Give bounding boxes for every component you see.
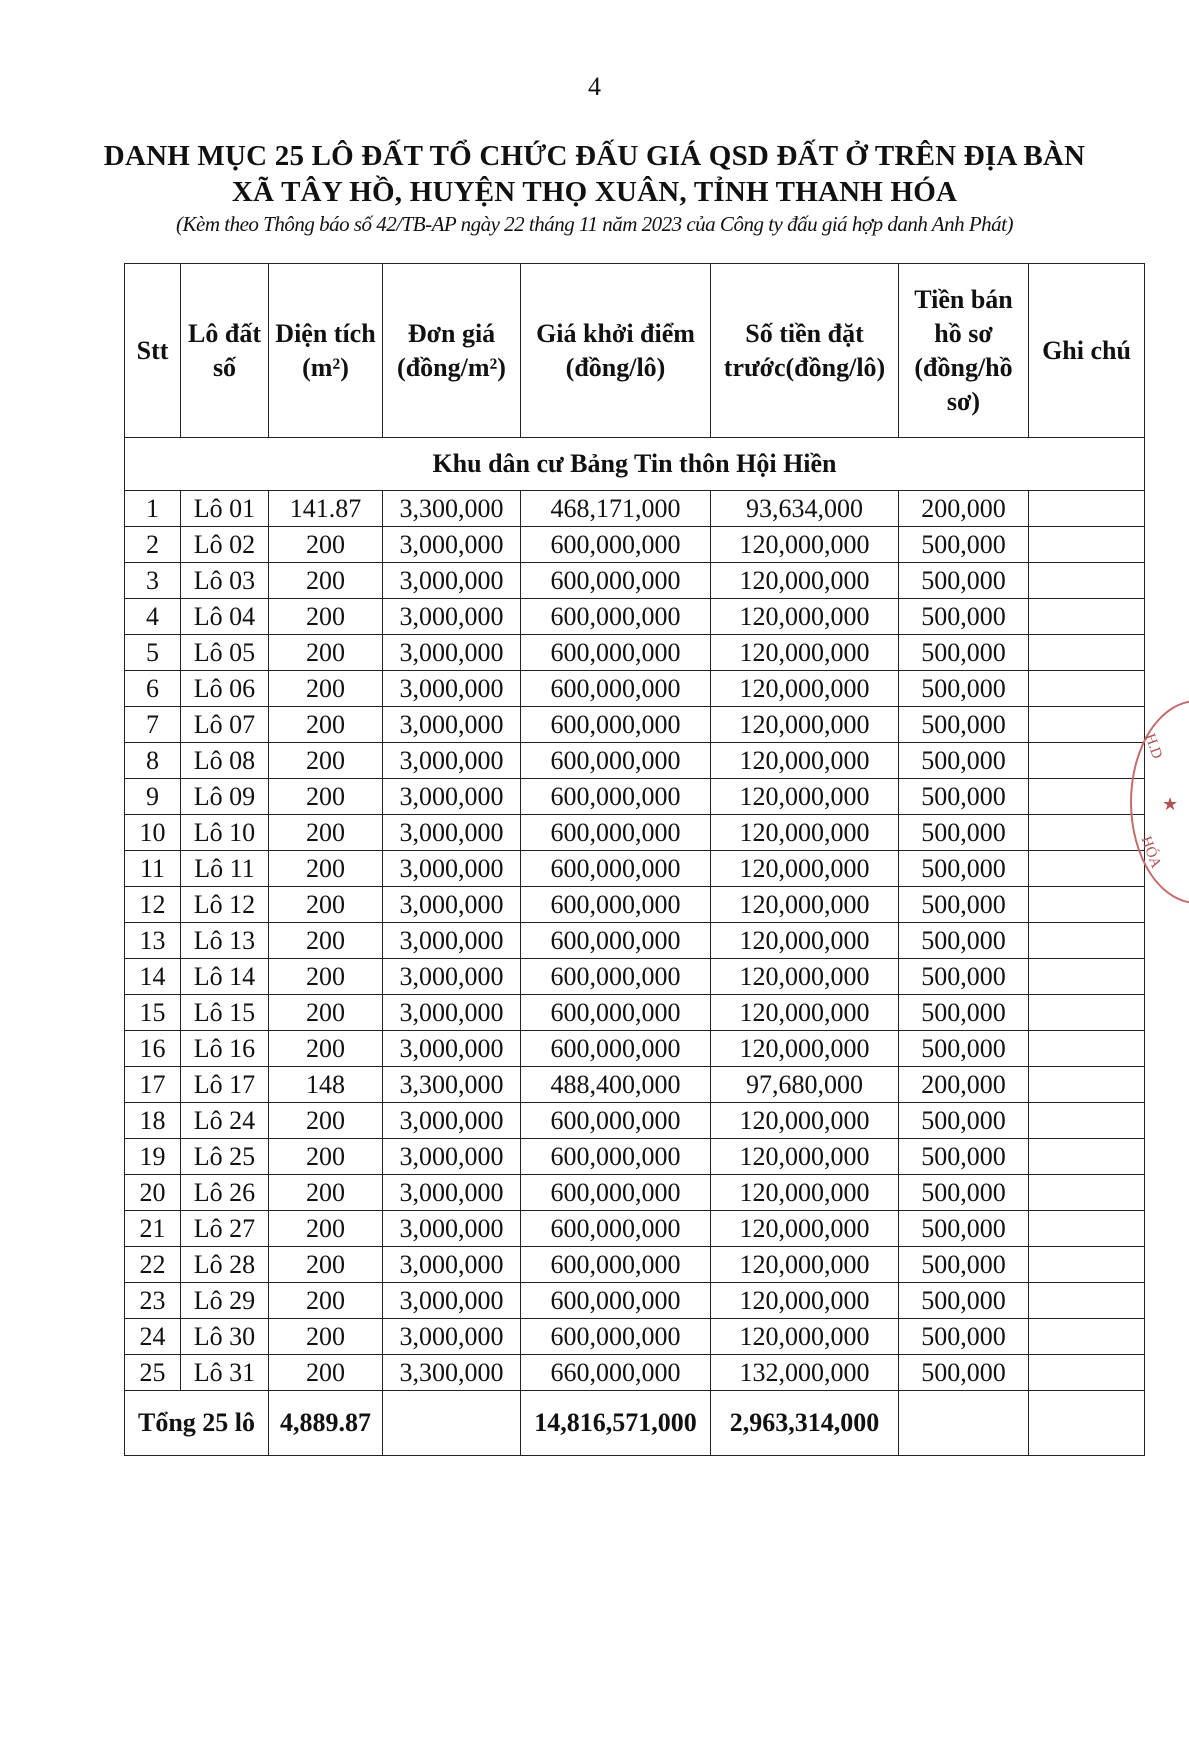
cell-so-tien-dat-truoc: 120,000,000 <box>711 923 899 959</box>
cell-lo-dat-so: Lô 30 <box>181 1319 269 1355</box>
cell-stt: 7 <box>125 707 181 743</box>
cell-lo-dat-so: Lô 12 <box>181 887 269 923</box>
cell-so-tien-dat-truoc: 120,000,000 <box>711 779 899 815</box>
cell-don-gia: 3,000,000 <box>383 563 521 599</box>
cell-stt: 1 <box>125 491 181 527</box>
cell-lo-dat-so: Lô 29 <box>181 1283 269 1319</box>
cell-don-gia: 3,000,000 <box>383 1283 521 1319</box>
cell-dien-tich: 148 <box>269 1067 383 1103</box>
table-row <box>125 527 1145 563</box>
cell-tien-ban-ho-so: 500,000 <box>899 923 1029 959</box>
cell-dien-tich: 200 <box>269 1103 383 1139</box>
cell-dien-tich: 200 <box>269 923 383 959</box>
cell-don-gia: 3,000,000 <box>383 671 521 707</box>
section-row <box>125 438 1145 491</box>
table-row <box>125 1247 1145 1283</box>
cell-ghi-chu <box>1029 1319 1145 1355</box>
cell-gia-khoi-diem: 600,000,000 <box>521 1247 711 1283</box>
cell-don-gia: 3,000,000 <box>383 1103 521 1139</box>
cell-stt: 12 <box>125 887 181 923</box>
cell-ghi-chu <box>1029 1139 1145 1175</box>
cell-stt: 3 <box>125 563 181 599</box>
cell-tien-ban-ho-so: 500,000 <box>899 599 1029 635</box>
total-tien-ban-ho-so <box>899 1391 1029 1456</box>
cell-stt: 6 <box>125 671 181 707</box>
cell-dien-tich: 200 <box>269 1319 383 1355</box>
cell-don-gia: 3,000,000 <box>383 923 521 959</box>
cell-so-tien-dat-truoc: 120,000,000 <box>711 1103 899 1139</box>
cell-don-gia: 3,000,000 <box>383 959 521 995</box>
cell-stt: 20 <box>125 1175 181 1211</box>
cell-dien-tich: 200 <box>269 1175 383 1211</box>
cell-gia-khoi-diem: 600,000,000 <box>521 1283 711 1319</box>
cell-lo-dat-so: Lô 14 <box>181 959 269 995</box>
table-row <box>125 815 1145 851</box>
cell-gia-khoi-diem: 600,000,000 <box>521 563 711 599</box>
table-row <box>125 923 1145 959</box>
cell-so-tien-dat-truoc: 120,000,000 <box>711 1283 899 1319</box>
cell-ghi-chu <box>1029 1175 1145 1211</box>
cell-gia-khoi-diem: 600,000,000 <box>521 743 711 779</box>
cell-dien-tich: 200 <box>269 635 383 671</box>
cell-lo-dat-so: Lô 01 <box>181 491 269 527</box>
cell-so-tien-dat-truoc: 120,000,000 <box>711 1247 899 1283</box>
cell-gia-khoi-diem: 600,000,000 <box>521 707 711 743</box>
cell-so-tien-dat-truoc: 120,000,000 <box>711 671 899 707</box>
table-row <box>125 671 1145 707</box>
cell-stt: 5 <box>125 635 181 671</box>
cell-so-tien-dat-truoc: 120,000,000 <box>711 887 899 923</box>
cell-ghi-chu <box>1029 1283 1145 1319</box>
cell-stt: 24 <box>125 1319 181 1355</box>
cell-ghi-chu <box>1029 887 1145 923</box>
cell-gia-khoi-diem: 600,000,000 <box>521 1211 711 1247</box>
cell-gia-khoi-diem: 600,000,000 <box>521 887 711 923</box>
cell-dien-tich: 200 <box>269 815 383 851</box>
cell-lo-dat-so: Lô 15 <box>181 995 269 1031</box>
cell-tien-ban-ho-so: 500,000 <box>899 815 1029 851</box>
cell-ghi-chu <box>1029 527 1145 563</box>
cell-lo-dat-so: Lô 10 <box>181 815 269 851</box>
cell-so-tien-dat-truoc: 120,000,000 <box>711 527 899 563</box>
cell-don-gia: 3,000,000 <box>383 599 521 635</box>
cell-stt: 21 <box>125 1211 181 1247</box>
cell-stt: 2 <box>125 527 181 563</box>
cell-don-gia: 3,000,000 <box>383 1247 521 1283</box>
cell-so-tien-dat-truoc: 132,000,000 <box>711 1355 899 1391</box>
cell-so-tien-dat-truoc: 120,000,000 <box>711 995 899 1031</box>
cell-stt: 18 <box>125 1103 181 1139</box>
total-dien-tich: 4,889.87 <box>269 1391 383 1456</box>
total-row <box>125 1391 1145 1456</box>
cell-don-gia: 3,300,000 <box>383 1067 521 1103</box>
cell-gia-khoi-diem: 600,000,000 <box>521 815 711 851</box>
cell-don-gia: 3,000,000 <box>383 779 521 815</box>
table-row <box>125 599 1145 635</box>
table-row <box>125 491 1145 527</box>
cell-so-tien-dat-truoc: 120,000,000 <box>711 1175 899 1211</box>
cell-tien-ban-ho-so: 500,000 <box>899 779 1029 815</box>
table-row <box>125 635 1145 671</box>
cell-ghi-chu <box>1029 1247 1145 1283</box>
cell-dien-tich: 200 <box>269 707 383 743</box>
document-title-line-1: DANH MỤC 25 LÔ ĐẤT TỔ CHỨC ĐẤU GIÁ QSD ĐẤT Ở TRÊN ĐỊA BÀN <box>103 140 1086 172</box>
cell-stt: 22 <box>125 1247 181 1283</box>
cell-ghi-chu <box>1029 743 1145 779</box>
table-row <box>125 1031 1145 1067</box>
cell-ghi-chu <box>1029 815 1145 851</box>
table-row <box>125 1103 1145 1139</box>
cell-lo-dat-so: Lô 05 <box>181 635 269 671</box>
cell-tien-ban-ho-so: 500,000 <box>899 1031 1029 1067</box>
cell-ghi-chu <box>1029 995 1145 1031</box>
cell-stt: 23 <box>125 1283 181 1319</box>
cell-ghi-chu <box>1029 1211 1145 1247</box>
cell-gia-khoi-diem: 600,000,000 <box>521 1103 711 1139</box>
cell-tien-ban-ho-so: 500,000 <box>899 1319 1029 1355</box>
cell-so-tien-dat-truoc: 120,000,000 <box>711 1031 899 1067</box>
cell-gia-khoi-diem: 660,000,000 <box>521 1355 711 1391</box>
cell-tien-ban-ho-so: 500,000 <box>899 1247 1029 1283</box>
cell-stt: 11 <box>125 851 181 887</box>
cell-so-tien-dat-truoc: 120,000,000 <box>711 599 899 635</box>
cell-lo-dat-so: Lô 11 <box>181 851 269 887</box>
cell-dien-tich: 200 <box>269 1139 383 1175</box>
stamp-star-icon: ★ <box>1162 794 1179 814</box>
cell-gia-khoi-diem: 600,000,000 <box>521 599 711 635</box>
stamp-text-bottom: HÓA <box>1137 834 1164 871</box>
cell-lo-dat-so: Lô 27 <box>181 1211 269 1247</box>
cell-don-gia: 3,000,000 <box>383 1319 521 1355</box>
header-stt: Stt <box>125 264 181 438</box>
cell-lo-dat-so: Lô 13 <box>181 923 269 959</box>
cell-gia-khoi-diem: 488,400,000 <box>521 1067 711 1103</box>
header-gia-khoi-diem: Giá khởi điểm (đồng/lô) <box>521 264 711 438</box>
stamp-text-top: H.D <box>1141 731 1166 762</box>
cell-don-gia: 3,000,000 <box>383 887 521 923</box>
table-row <box>125 779 1145 815</box>
table-row <box>125 995 1145 1031</box>
cell-ghi-chu <box>1029 599 1145 635</box>
cell-ghi-chu <box>1029 779 1145 815</box>
cell-dien-tich: 200 <box>269 887 383 923</box>
cell-lo-dat-so: Lô 26 <box>181 1175 269 1211</box>
cell-don-gia: 3,000,000 <box>383 851 521 887</box>
cell-dien-tich: 200 <box>269 1283 383 1319</box>
document-title-line-2: XÃ TÂY HỒ, HUYỆN THỌ XUÂN, TỈNH THANH HÓA <box>231 176 958 208</box>
cell-ghi-chu <box>1029 707 1145 743</box>
cell-lo-dat-so: Lô 09 <box>181 779 269 815</box>
cell-tien-ban-ho-so: 200,000 <box>899 1067 1029 1103</box>
cell-stt: 8 <box>125 743 181 779</box>
total-ghi-chu <box>1029 1391 1145 1456</box>
cell-so-tien-dat-truoc: 120,000,000 <box>711 707 899 743</box>
cell-tien-ban-ho-so: 500,000 <box>899 743 1029 779</box>
cell-so-tien-dat-truoc: 120,000,000 <box>711 1211 899 1247</box>
cell-dien-tich: 200 <box>269 563 383 599</box>
header-dien-tich: Diện tích (m²) <box>269 264 383 438</box>
cell-tien-ban-ho-so: 500,000 <box>899 959 1029 995</box>
header-ghi-chu: Ghi chú <box>1029 264 1145 438</box>
cell-don-gia: 3,000,000 <box>383 1211 521 1247</box>
cell-don-gia: 3,000,000 <box>383 815 521 851</box>
cell-so-tien-dat-truoc: 120,000,000 <box>711 635 899 671</box>
cell-tien-ban-ho-so: 500,000 <box>899 1211 1029 1247</box>
cell-stt: 19 <box>125 1139 181 1175</box>
cell-dien-tich: 200 <box>269 1031 383 1067</box>
cell-stt: 14 <box>125 959 181 995</box>
table-row <box>125 1067 1145 1103</box>
cell-so-tien-dat-truoc: 120,000,000 <box>711 1319 899 1355</box>
cell-don-gia: 3,000,000 <box>383 527 521 563</box>
cell-so-tien-dat-truoc: 120,000,000 <box>711 851 899 887</box>
cell-lo-dat-so: Lô 07 <box>181 707 269 743</box>
table-row <box>125 887 1145 923</box>
table-header-row <box>125 264 1145 438</box>
cell-so-tien-dat-truoc: 120,000,000 <box>711 743 899 779</box>
cell-stt: 4 <box>125 599 181 635</box>
cell-lo-dat-so: Lô 24 <box>181 1103 269 1139</box>
cell-lo-dat-so: Lô 02 <box>181 527 269 563</box>
cell-tien-ban-ho-so: 500,000 <box>899 563 1029 599</box>
cell-don-gia: 3,300,000 <box>383 1355 521 1391</box>
cell-lo-dat-so: Lô 25 <box>181 1139 269 1175</box>
cell-tien-ban-ho-so: 500,000 <box>899 1139 1029 1175</box>
cell-tien-ban-ho-so: 500,000 <box>899 671 1029 707</box>
cell-ghi-chu <box>1029 563 1145 599</box>
cell-tien-ban-ho-so: 500,000 <box>899 1175 1029 1211</box>
cell-don-gia: 3,300,000 <box>383 491 521 527</box>
cell-ghi-chu <box>1029 635 1145 671</box>
cell-ghi-chu <box>1029 491 1145 527</box>
header-lo-dat-so: Lô đất số <box>181 264 269 438</box>
cell-stt: 16 <box>125 1031 181 1067</box>
total-label: Tổng 25 lô <box>125 1391 269 1456</box>
cell-tien-ban-ho-so: 200,000 <box>899 491 1029 527</box>
cell-gia-khoi-diem: 600,000,000 <box>521 527 711 563</box>
cell-dien-tich: 200 <box>269 779 383 815</box>
cell-ghi-chu <box>1029 959 1145 995</box>
cell-tien-ban-ho-so: 500,000 <box>899 1283 1029 1319</box>
table-row <box>125 959 1145 995</box>
cell-lo-dat-so: Lô 06 <box>181 671 269 707</box>
cell-don-gia: 3,000,000 <box>383 995 521 1031</box>
cell-dien-tich: 200 <box>269 1211 383 1247</box>
cell-lo-dat-so: Lô 04 <box>181 599 269 635</box>
cell-gia-khoi-diem: 600,000,000 <box>521 1319 711 1355</box>
cell-dien-tich: 141.87 <box>269 491 383 527</box>
cell-so-tien-dat-truoc: 120,000,000 <box>711 563 899 599</box>
cell-gia-khoi-diem: 600,000,000 <box>521 779 711 815</box>
cell-gia-khoi-diem: 600,000,000 <box>521 923 711 959</box>
cell-tien-ban-ho-so: 500,000 <box>899 1355 1029 1391</box>
total-don-gia <box>383 1391 521 1456</box>
table-row <box>125 1175 1145 1211</box>
cell-ghi-chu <box>1029 923 1145 959</box>
cell-dien-tich: 200 <box>269 1247 383 1283</box>
cell-ghi-chu <box>1029 1031 1145 1067</box>
cell-tien-ban-ho-so: 500,000 <box>899 707 1029 743</box>
table-row <box>125 743 1145 779</box>
cell-stt: 13 <box>125 923 181 959</box>
cell-so-tien-dat-truoc: 120,000,000 <box>711 959 899 995</box>
cell-lo-dat-so: Lô 03 <box>181 563 269 599</box>
cell-dien-tich: 200 <box>269 743 383 779</box>
cell-stt: 17 <box>125 1067 181 1103</box>
table-row <box>125 1139 1145 1175</box>
table-row <box>125 1355 1145 1391</box>
cell-tien-ban-ho-so: 500,000 <box>899 635 1029 671</box>
table-row <box>125 851 1145 887</box>
cell-tien-ban-ho-so: 500,000 <box>899 995 1029 1031</box>
cell-gia-khoi-diem: 600,000,000 <box>521 995 711 1031</box>
cell-stt: 15 <box>125 995 181 1031</box>
cell-ghi-chu <box>1029 1355 1145 1391</box>
cell-stt: 9 <box>125 779 181 815</box>
cell-lo-dat-so: Lô 31 <box>181 1355 269 1391</box>
header-so-tien-dat-truoc: Số tiền đặt trước(đồng/lô) <box>711 264 899 438</box>
cell-dien-tich: 200 <box>269 959 383 995</box>
cell-gia-khoi-diem: 600,000,000 <box>521 635 711 671</box>
cell-ghi-chu <box>1029 671 1145 707</box>
cell-don-gia: 3,000,000 <box>383 1175 521 1211</box>
cell-ghi-chu <box>1029 851 1145 887</box>
cell-gia-khoi-diem: 600,000,000 <box>521 1139 711 1175</box>
cell-dien-tich: 200 <box>269 671 383 707</box>
document-subtitle: (Kèm theo Thông báo số 42/TB-AP ngày 22 tháng 11 năm 2023 của Công ty đấu giá hợp danh Anh Phát) <box>176 212 1013 236</box>
cell-gia-khoi-diem: 468,171,000 <box>521 491 711 527</box>
cell-gia-khoi-diem: 600,000,000 <box>521 1031 711 1067</box>
page-number: 4 <box>588 72 601 101</box>
cell-tien-ban-ho-so: 500,000 <box>899 887 1029 923</box>
cell-don-gia: 3,000,000 <box>383 635 521 671</box>
cell-tien-ban-ho-so: 500,000 <box>899 527 1029 563</box>
cell-lo-dat-so: Lô 16 <box>181 1031 269 1067</box>
cell-dien-tich: 200 <box>269 1355 383 1391</box>
cell-don-gia: 3,000,000 <box>383 743 521 779</box>
cell-gia-khoi-diem: 600,000,000 <box>521 671 711 707</box>
cell-so-tien-dat-truoc: 97,680,000 <box>711 1067 899 1103</box>
table-row <box>125 1211 1145 1247</box>
cell-gia-khoi-diem: 600,000,000 <box>521 959 711 995</box>
cell-dien-tich: 200 <box>269 527 383 563</box>
total-so-tien-dat-truoc: 2,963,314,000 <box>711 1391 899 1456</box>
cell-gia-khoi-diem: 600,000,000 <box>521 851 711 887</box>
cell-gia-khoi-diem: 600,000,000 <box>521 1175 711 1211</box>
table-row <box>125 1283 1145 1319</box>
cell-tien-ban-ho-so: 500,000 <box>899 851 1029 887</box>
cell-don-gia: 3,000,000 <box>383 707 521 743</box>
cell-tien-ban-ho-so: 500,000 <box>899 1103 1029 1139</box>
cell-so-tien-dat-truoc: 93,634,000 <box>711 491 899 527</box>
cell-lo-dat-so: Lô 28 <box>181 1247 269 1283</box>
cell-stt: 25 <box>125 1355 181 1391</box>
total-gia-khoi-diem: 14,816,571,000 <box>521 1391 711 1456</box>
cell-lo-dat-so: Lô 17 <box>181 1067 269 1103</box>
cell-so-tien-dat-truoc: 120,000,000 <box>711 1139 899 1175</box>
cell-stt: 10 <box>125 815 181 851</box>
cell-lo-dat-so: Lô 08 <box>181 743 269 779</box>
section-title: Khu dân cư Bảng Tin thôn Hội Hiền <box>125 438 1145 491</box>
cell-so-tien-dat-truoc: 120,000,000 <box>711 815 899 851</box>
cell-dien-tich: 200 <box>269 995 383 1031</box>
cell-don-gia: 3,000,000 <box>383 1031 521 1067</box>
cell-ghi-chu <box>1029 1103 1145 1139</box>
table-row <box>125 707 1145 743</box>
cell-dien-tich: 200 <box>269 599 383 635</box>
table-row <box>125 563 1145 599</box>
cell-dien-tich: 200 <box>269 851 383 887</box>
header-tien-ban-ho-so: Tiền bán hồ sơ (đồng/hồ sơ) <box>899 264 1029 438</box>
cell-ghi-chu <box>1029 1067 1145 1103</box>
lots-table <box>124 263 1145 1456</box>
table-row <box>125 1319 1145 1355</box>
cell-don-gia: 3,000,000 <box>383 1139 521 1175</box>
header-don-gia: Đơn giá (đồng/m²) <box>383 264 521 438</box>
